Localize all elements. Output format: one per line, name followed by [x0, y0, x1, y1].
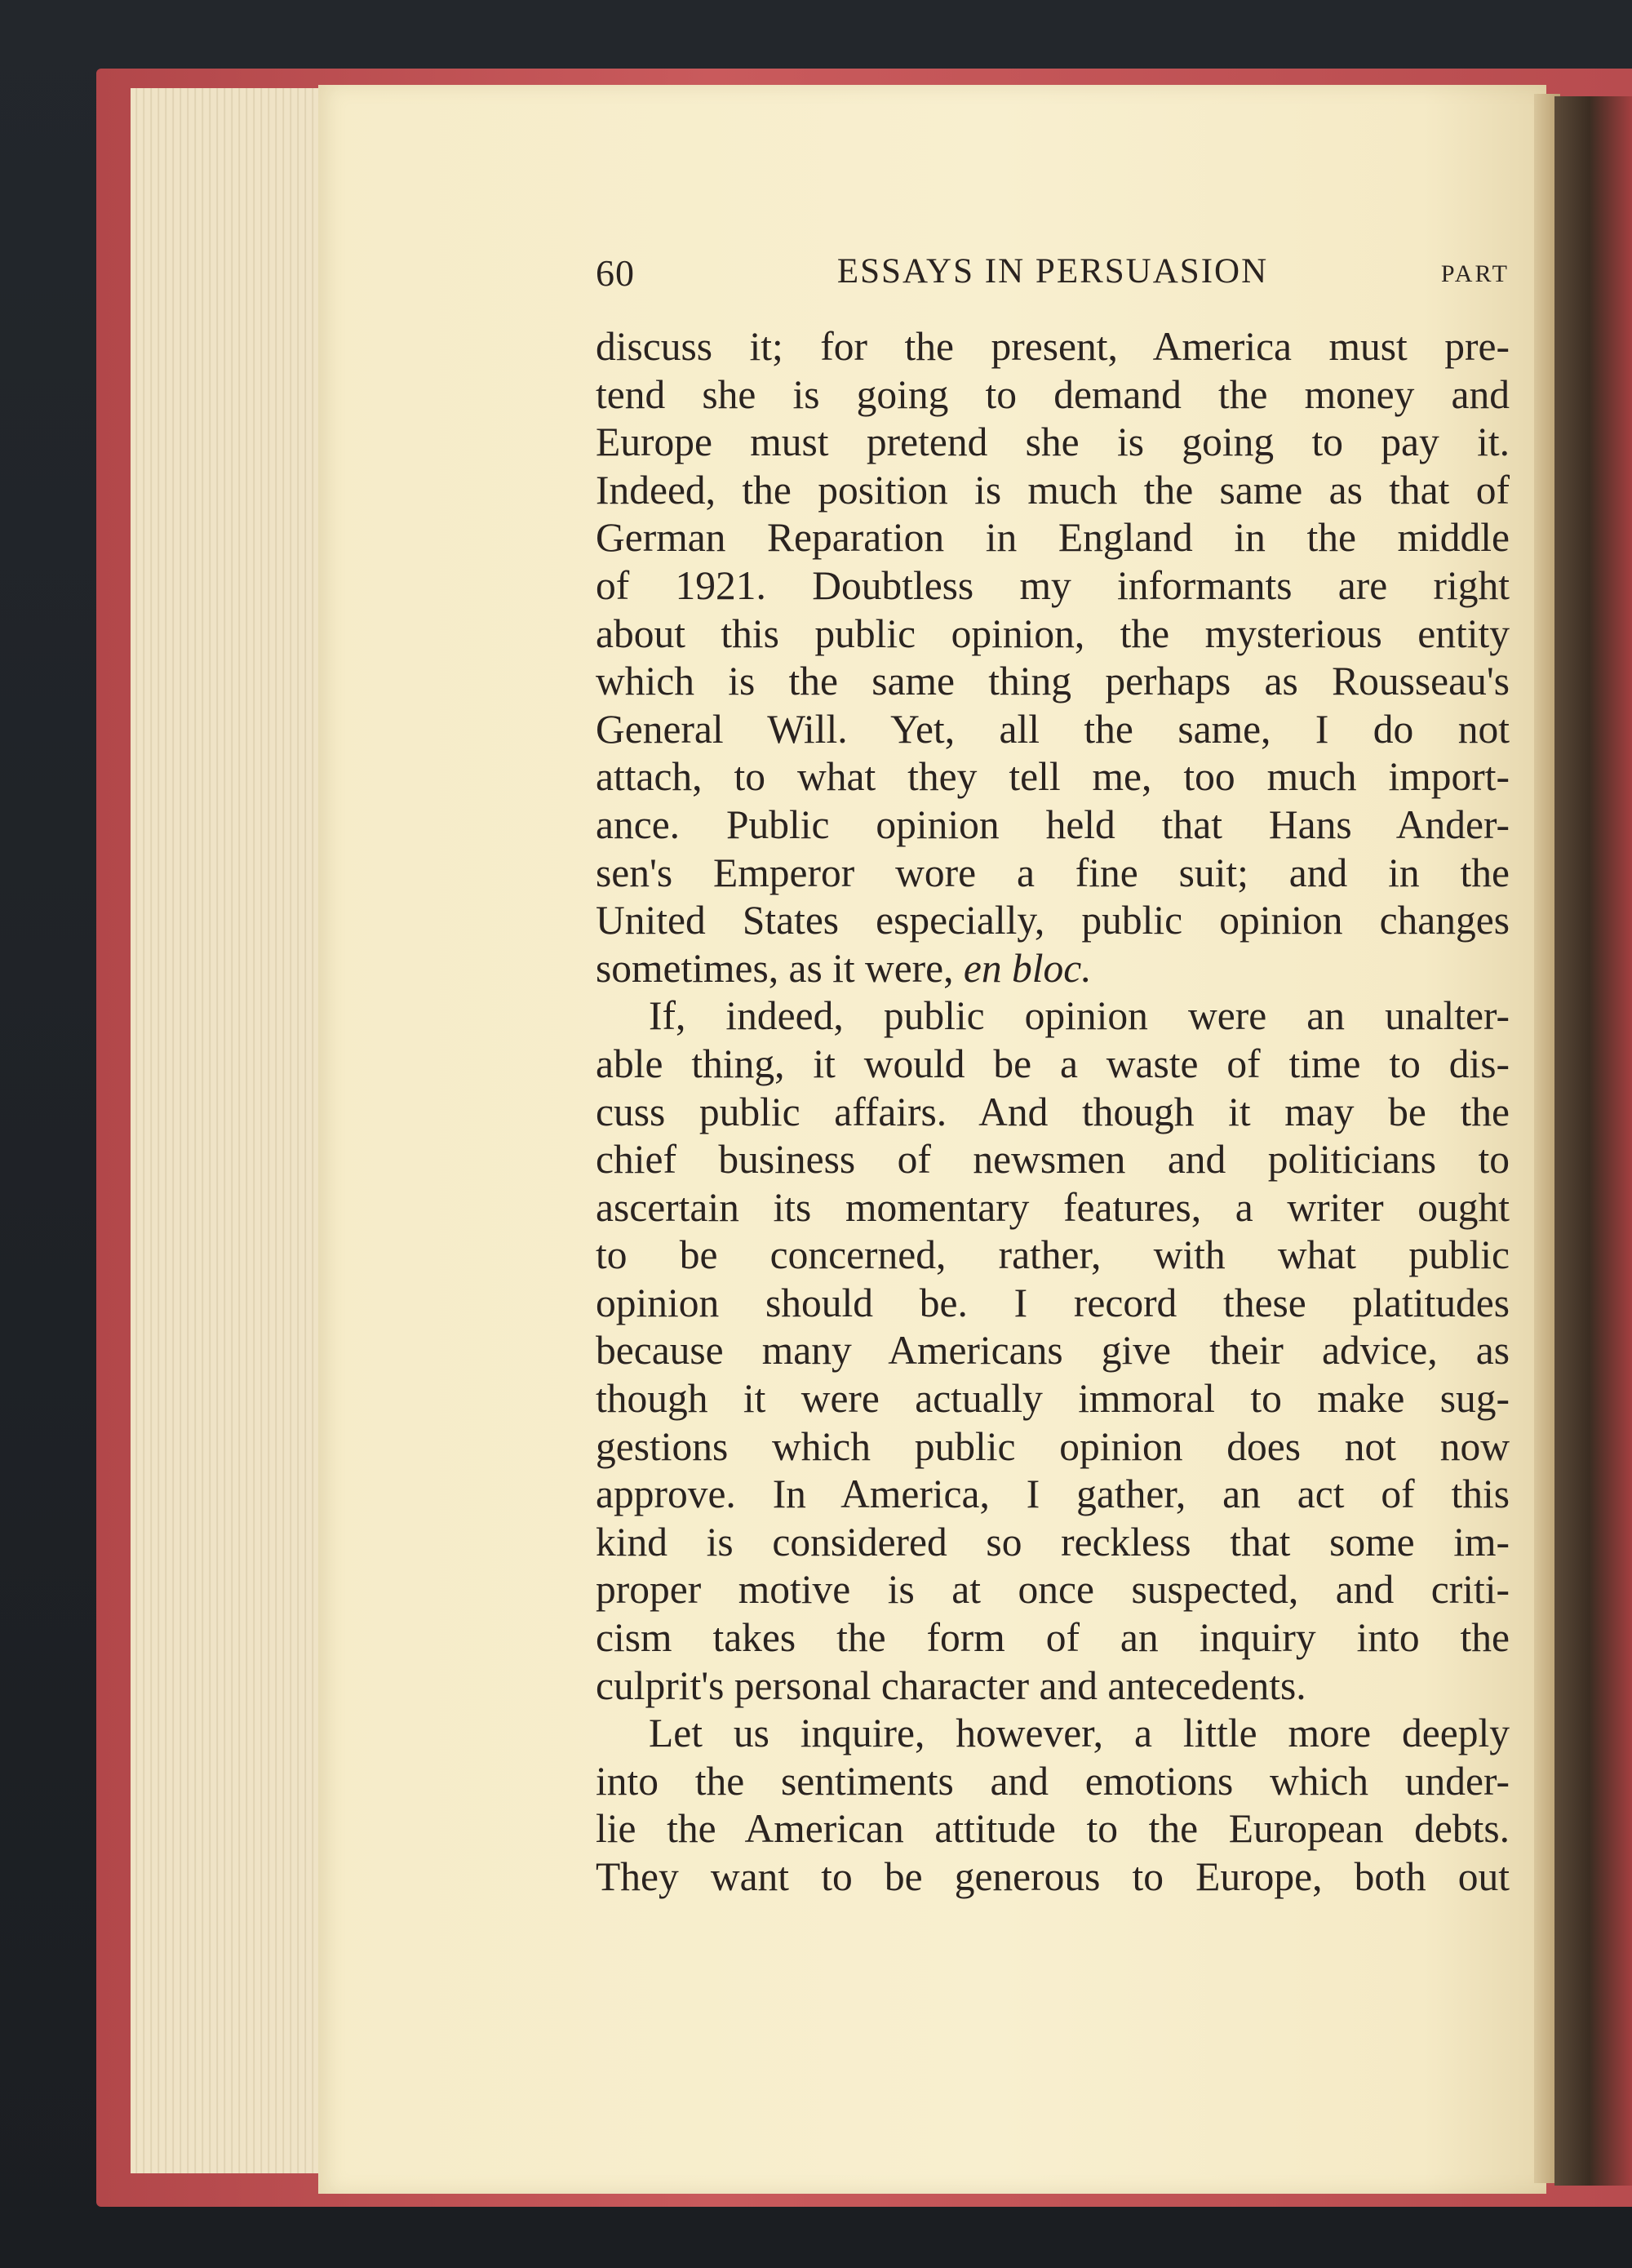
text-line: because many Americans give their advice, as	[596, 1328, 1510, 1374]
text-line: ance. Public opinion held that Hans Ander-	[596, 801, 1510, 847]
running-head	[596, 251, 1510, 300]
text-line: They want to be generous to Europe, both out	[596, 1854, 1510, 1899]
text-line: approve. In America, I gather, an act of this	[596, 1471, 1510, 1517]
running-title: ESSAYS IN PERSUASION	[836, 252, 1269, 291]
facing-page-edge	[1554, 96, 1632, 2186]
text-line: of 1921. Doubtless my informants are right	[596, 562, 1510, 608]
body-text	[596, 323, 1510, 1902]
text-line: tend she is going to demand the money and	[596, 371, 1510, 417]
text-line: able thing, it would be a waste of time to dis-	[596, 1041, 1510, 1086]
text-line: discuss it; for the present, America must pre-	[596, 324, 1510, 369]
text-line: to be concerned, rather, with what public	[596, 1232, 1510, 1278]
text-line: proper motive is at once suspected, and criti-	[596, 1567, 1510, 1613]
text-line: Europe must pretend she is going to pay it.	[596, 419, 1510, 465]
text-line: If, indeed, public opinion were an unalter-	[649, 993, 1510, 1039]
text-run: sometimes, as it were,	[596, 945, 964, 991]
text-line: attach, to what they tell me, too much import-	[596, 754, 1510, 800]
text-line: sen's Emperor wore a fine suit; and in the	[596, 850, 1510, 895]
text-line: German Reparation in England in the middle	[596, 515, 1510, 561]
text-line: into the sentiments and emotions which under-	[596, 1758, 1510, 1804]
text-line: Let us inquire, however, a little more deeply	[649, 1711, 1510, 1756]
part-label: PART	[1440, 260, 1510, 287]
text-line: opinion should be. I record these platitudes	[596, 1280, 1510, 1325]
paragraph	[596, 323, 1510, 992]
text-line: though it were actually immoral to make sug-	[596, 1376, 1510, 1422]
text-line: lie the American attitude to the European debts.	[596, 1806, 1510, 1852]
text-line: chief business of newsmen and politicians to	[596, 1137, 1510, 1183]
text-line: about this public opinion, the mysterious entity	[596, 610, 1510, 656]
paragraph	[596, 1710, 1510, 1901]
paragraph	[596, 992, 1510, 1710]
text-line: kind is considered so reckless that some im-	[596, 1519, 1510, 1565]
italic-phrase: en bloc.	[963, 945, 1092, 991]
text-line: cuss public affairs. And though it may be the	[596, 1089, 1510, 1134]
text-line: Indeed, the position is much the same as that of	[596, 467, 1510, 513]
text-line: ascertain its momentary features, a writer ought	[596, 1184, 1510, 1230]
text-line	[596, 945, 1510, 993]
text-line: cism takes the form of an inquiry into the	[596, 1615, 1510, 1661]
text-line: gestions which public opinion does not now	[596, 1423, 1510, 1469]
page-edges	[131, 88, 326, 2173]
text-line: United States especially, public opinion changes	[596, 898, 1510, 943]
text-line: which is the same thing perhaps as Rousseau's	[596, 659, 1510, 704]
text-line: General Will. Yet, all the same, I do not	[596, 706, 1510, 752]
text-line: culprit's personal character and antecedents.	[596, 1662, 1306, 1708]
page-number: 60	[596, 252, 635, 294]
